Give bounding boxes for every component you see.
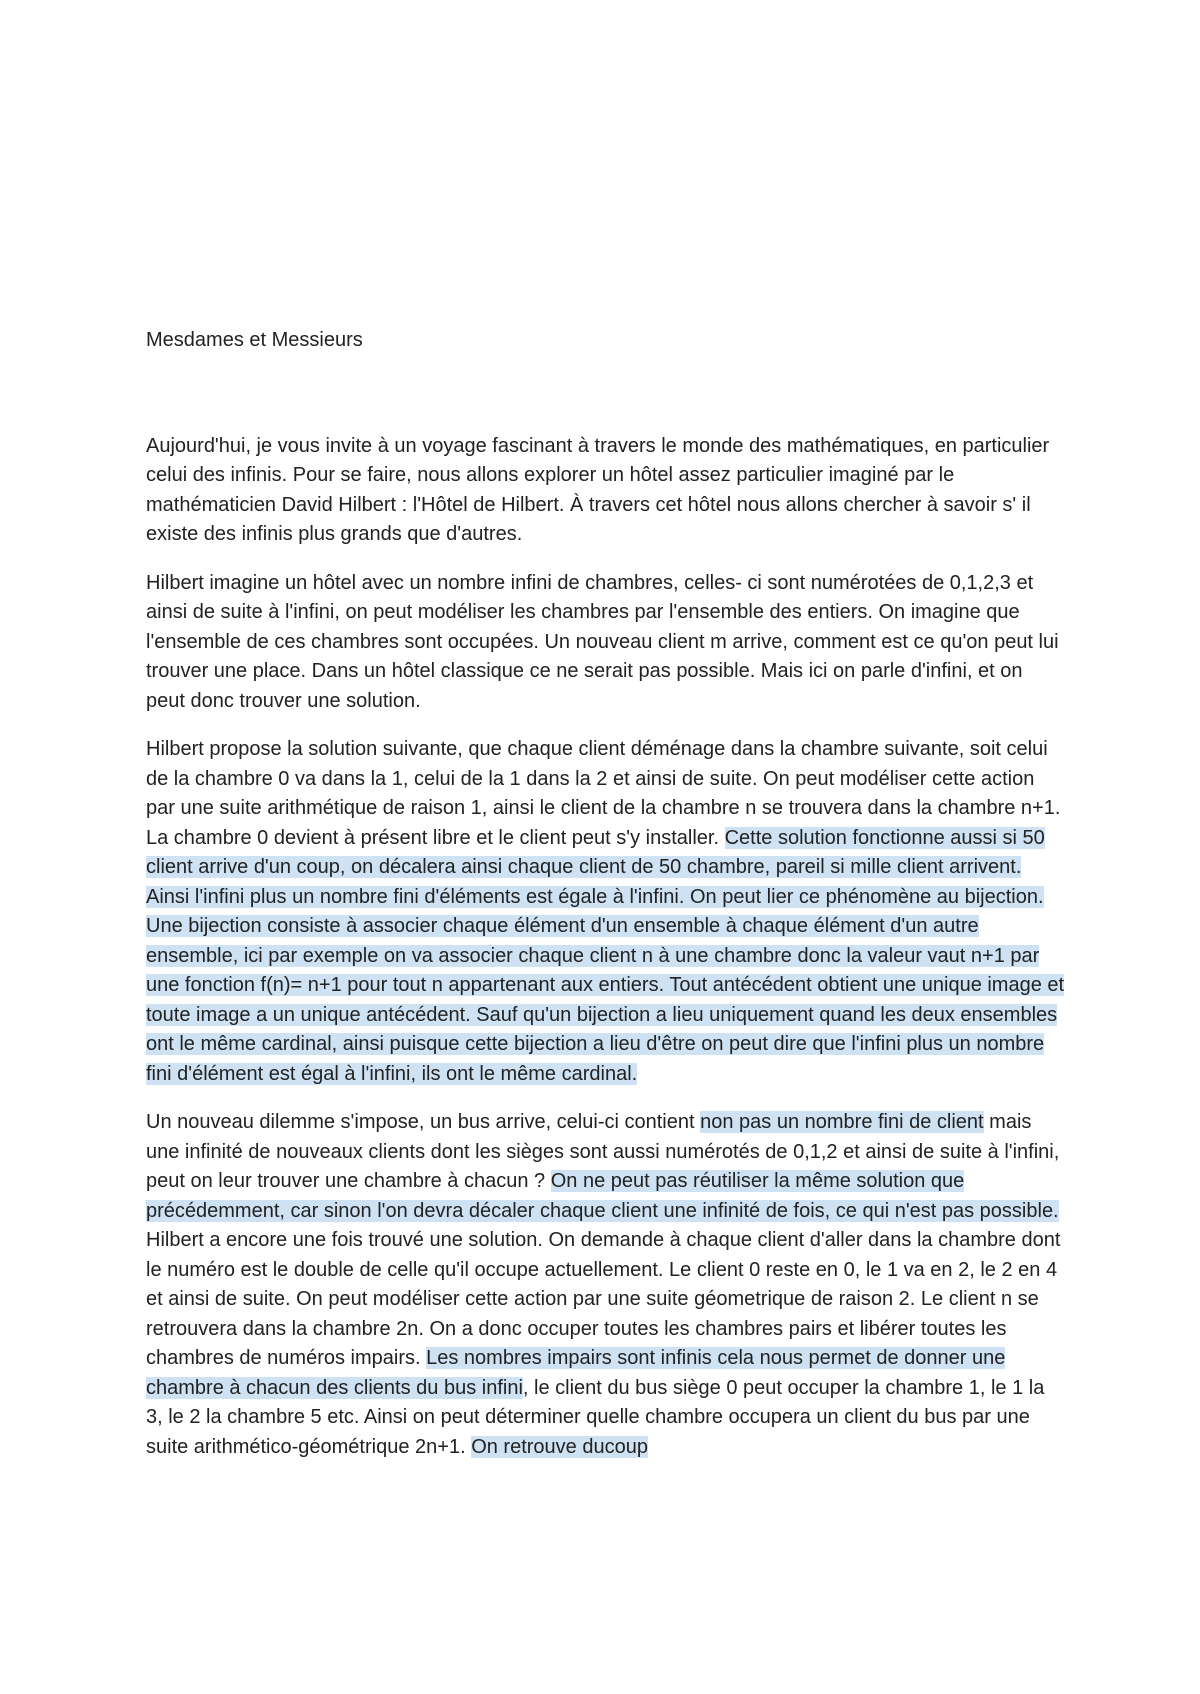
text-segment: Hilbert propose la solution suivante, que chaque client déménage dans la chambre suivante, soit celui de la chambre 0 va dans la 1, celui de la 1 dans la 2 et ainsi de suite. On peut modéliser cette action par une suite arithmétique de raison 1, ainsi le client de la chambre n se trouvera dans la chambre n+1. La chambre 0 devient à présent libre et le client peut s'y installer.: [146, 738, 1061, 849]
paragraph-intro: [146, 432, 1066, 550]
text-segment: Hilbert imagine un hôtel avec un nombre infini de chambres, celles- ci sont numérotées de 0,1,2,3 et ainsi de suite à l'infini, on peut modéliser les chambres par l'ensemble des entiers. On imagine que l'ensemble de ces chambres sont occupées. Un nouveau client m arrive, comment est ce qu'on peut lui trouver une place. Dans un hôtel classique ce ne serait pas possible. Mais ici on parle d'infini, et on peut donc trouver une solution.: [146, 571, 1059, 712]
paragraph-hotel: [146, 569, 1066, 717]
text-segment: , le client du bus siège 0 peut occuper la chambre 1, le 1 la 3, le 2 la chambre 5 etc. Ainsi on peut déterminer quelle chambre occupera un client du bus par une suite arithmético-géométrique 2n+1.: [146, 1376, 1045, 1458]
salutation: Mesdames et Messieurs: [146, 329, 363, 351]
highlighted-text-segment: Les nombres impairs sont infinis cela nous permet de donner une chambre à chacun des clients du bus infini: [146, 1347, 1006, 1399]
paragraph-solution: [146, 735, 1066, 1089]
document-body: [146, 326, 1066, 1481]
text-segment: mais une infinité de nouveaux clients dont les sièges sont aussi numérotés de 0,1,2 et ainsi de suite à l'infini, peut on leur trouver une chambre à chacun ?: [146, 1111, 1060, 1192]
text-segment: Un nouveau dilemme s'impose, un bus arrive, celui-ci contient: [146, 1111, 701, 1133]
highlighted-text-segment: non pas un nombre fini de client: [700, 1111, 984, 1133]
highlighted-text-segment: On ne peut pas réutiliser la même solution que précédemment, car sinon l'on devra décaler chaque client une infinité de fois, ce qui n'est pas possible.: [146, 1170, 1059, 1222]
highlighted-text-segment: Cette solution fonctionne aussi si 50 client arrive d'un coup, on décalera ainsi chaque client de 50 chambre, pareil si mille client arrivent. Ainsi l'infini plus un nombre fini d'éléments est égale à l'infini. On peut lier ce phénomène au bijection. Une bijection consiste à associer chaque élément d'un ensemble à chaque élément d'un autre ensemble, ici par exemple on va associer chaque client n à une chambre donc la valeur vaut n+1 par une fonction f(n)= n+1 pour tout n appartenant aux entiers. Tout antécédent obtient une unique image et toute image a un unique antécédent. Sauf qu'un bijection a lieu uniquement quand les deux ensembles ont le même cardinal, ainsi puisque cette bijection a lieu d'être on peut dire que l'infini plus un nombre fini d'élément est égal à l'infini, ils ont le même cardinal.: [146, 826, 1065, 1085]
paragraph-bus: [146, 1108, 1066, 1462]
highlighted-text-segment: On retrouve ducoup: [471, 1435, 648, 1458]
text-segment: Aujourd'hui, je vous invite à un voyage fascinant à travers le monde des mathématiques, en particulier celui des infinis. Pour se faire, nous allons explorer un hôtel assez particulier imaginé par le mathématicien David Hilbert : l'Hôtel de Hilbert. À travers cet hôtel nous allons chercher à savoir s' il existe des infinis plus grands que d'autres.: [146, 434, 1050, 545]
text-segment: Hilbert a encore une fois trouvé une solution. On demande à chaque client d'aller dans la chambre dont le numéro est le double de celle qu'il occupe actuellement. Le client 0 reste en 0, le 1 va en 2, le 2 en 4 et ainsi de suite. On peut modéliser cette action par une suite géometrique de raison 2. Le client n se retrouvera dans la chambre 2n. On a donc occuper toutes les chambres pairs et libérer toutes les chambres de numéros impairs.: [146, 1229, 1061, 1369]
